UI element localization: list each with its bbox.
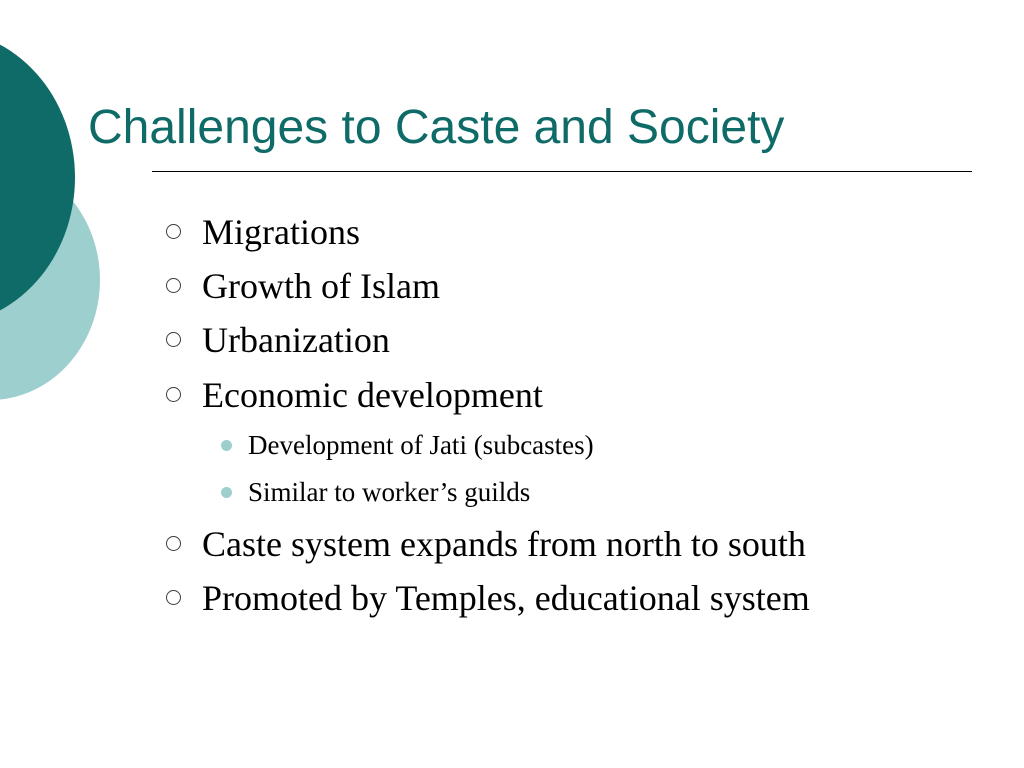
bullet-item (202, 212, 360, 252)
ring-bullet-icon (166, 387, 181, 402)
bullet-text: Caste system expands from north to south (202, 524, 806, 564)
bullet-text: Migrations (202, 212, 360, 252)
ring-bullet-icon (166, 536, 181, 551)
bullet-text: Urbanization (202, 320, 390, 360)
bullet-text: Promoted by Temples, educational system (202, 578, 810, 618)
bullet-item (202, 266, 440, 306)
sub-bullet-item (248, 476, 530, 508)
ring-bullet-icon (166, 224, 181, 239)
sub-bullet-text: Development of Jati (subcastes) (248, 430, 594, 460)
bullet-text: Economic development (202, 375, 543, 415)
ring-bullet-icon (166, 590, 181, 605)
bullet-item (202, 578, 810, 618)
bullet-item (202, 375, 543, 415)
ring-bullet-icon (166, 278, 181, 293)
dot-bullet-icon (221, 487, 232, 498)
bullet-item (202, 524, 806, 564)
bullet-text: Growth of Islam (202, 266, 440, 306)
bullet-item (202, 320, 390, 360)
sub-bullet-text: Similar to worker’s guilds (248, 477, 531, 507)
slide-title: Challenges to Caste and Society (88, 101, 785, 154)
title-divider (152, 171, 972, 172)
dot-bullet-icon (221, 440, 232, 451)
ring-bullet-icon (166, 332, 181, 347)
sub-bullet-item (248, 429, 594, 461)
